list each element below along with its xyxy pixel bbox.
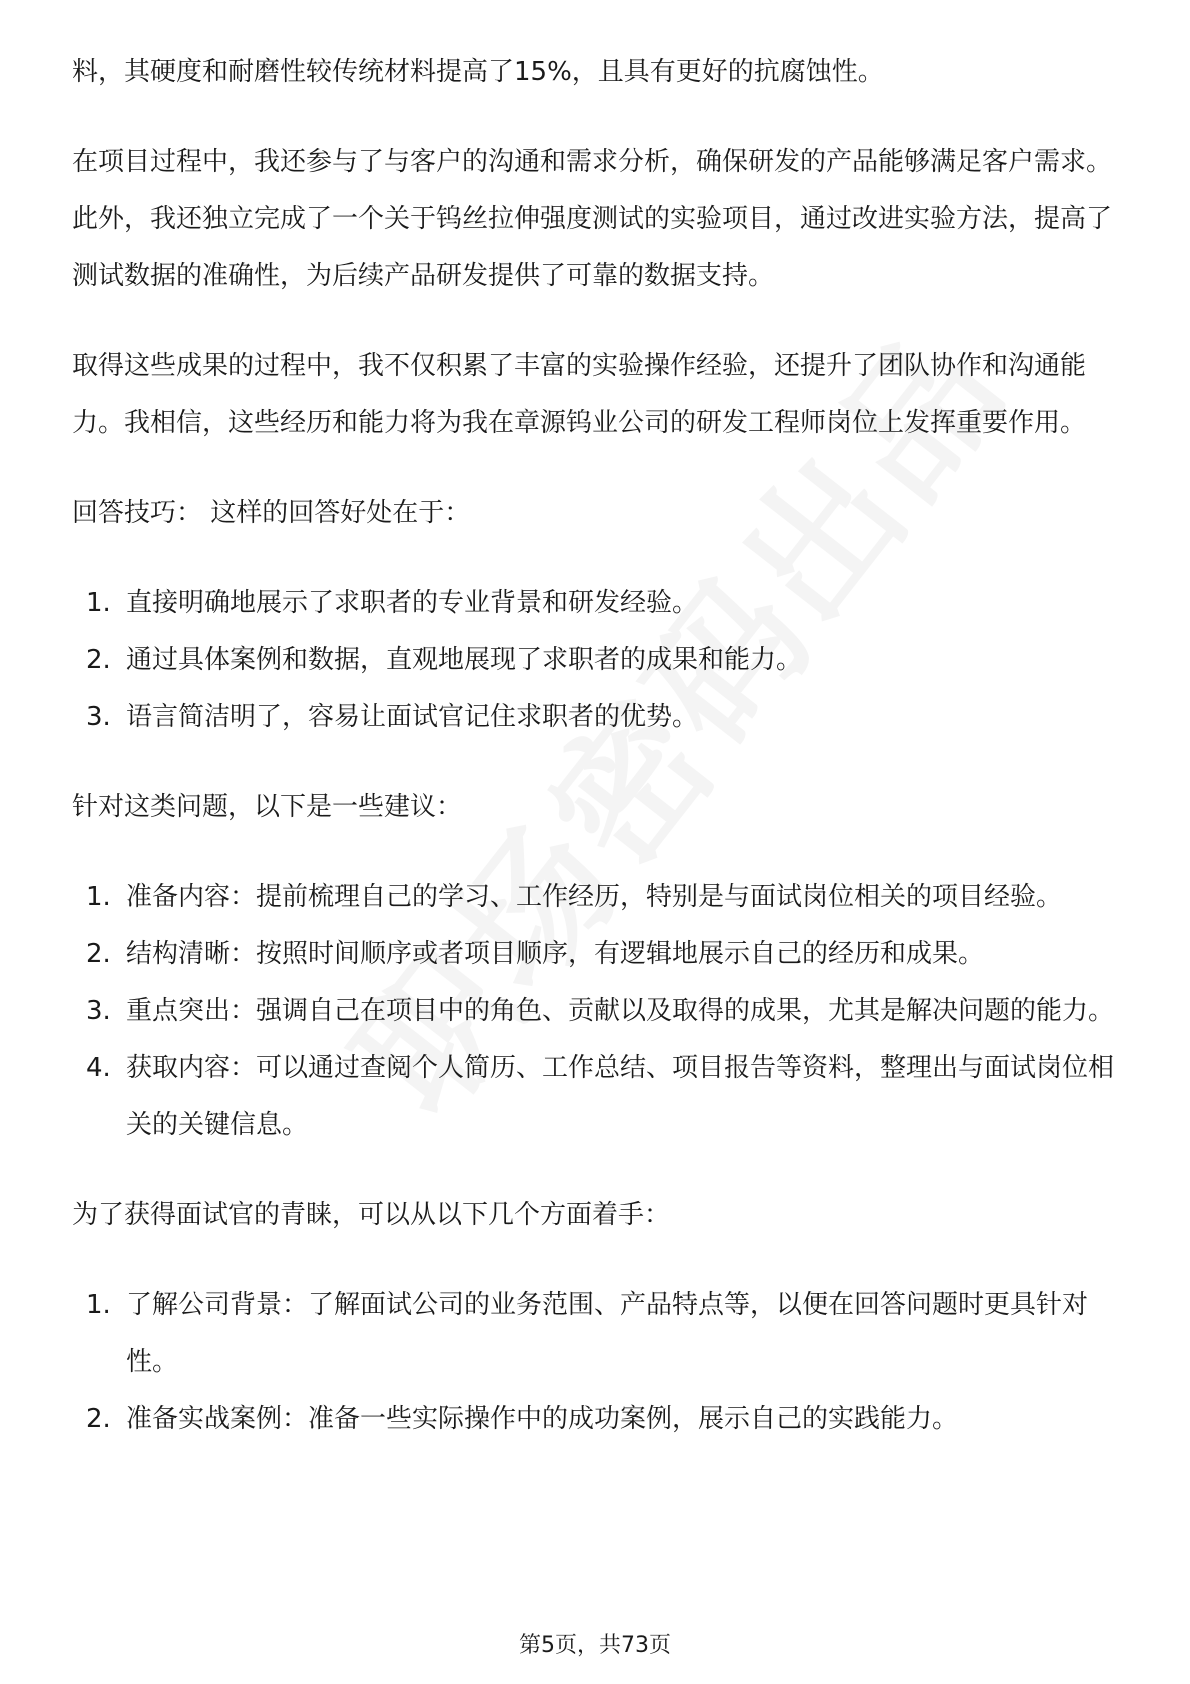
list-item-text: 语言简洁明了，容易让面试官记住求职者的优势。 — [126, 702, 699, 732]
tips-intro: 回答技巧： 这样的回答好处在于： — [72, 498, 471, 528]
list-item — [72, 575, 1122, 632]
list-number: 1. — [86, 588, 111, 618]
favor-intro: 为了获得面试官的青睐，可以从以下几个方面着手： — [72, 1200, 671, 1230]
list-item-text: 准备实战案例：准备一些实际操作中的成功案例，展示自己的实践能力。 — [126, 1404, 959, 1434]
document-body — [72, 44, 1122, 1481]
list-item-text: 获取内容：可以通过查阅个人简历、工作总结、项目报告等资料，整理出与面试岗位相关的关键信息。 — [126, 1053, 1115, 1140]
list-item-text: 了解公司背景：了解面试公司的业务范围、产品特点等，以便在回答问题时更具针对性。 — [126, 1290, 1089, 1377]
list-item — [72, 1391, 1122, 1448]
list-item — [72, 632, 1122, 689]
favor-list — [72, 1277, 1122, 1448]
list-number: 1. — [86, 1290, 111, 1320]
list-item-text: 通过具体案例和数据，直观地展现了求职者的成果和能力。 — [126, 645, 803, 675]
advice-intro: 针对这类问题，以下是一些建议： — [72, 792, 463, 822]
list-item-text: 准备内容：提前梳理自己的学习、工作经历，特别是与面试岗位相关的项目经验。 — [126, 882, 1063, 912]
list-number: 3. — [86, 702, 111, 732]
tips-list — [72, 575, 1122, 746]
list-item — [72, 1277, 1122, 1391]
list-item — [72, 983, 1122, 1040]
list-number: 3. — [86, 996, 111, 1026]
advice-list — [72, 869, 1122, 1154]
list-number: 4. — [86, 1053, 111, 1083]
list-item — [72, 926, 1122, 983]
list-number: 2. — [86, 939, 111, 969]
list-item-text: 直接明确地展示了求职者的专业背景和研发经验。 — [126, 588, 699, 618]
page-number: 第5页，共73页 — [519, 1633, 671, 1658]
list-item — [72, 869, 1122, 926]
list-number: 2. — [86, 1404, 111, 1434]
list-item — [72, 1040, 1122, 1154]
list-number: 1. — [86, 882, 111, 912]
list-item-text: 结构清晰：按照时间顺序或者项目顺序，有逻辑地展示自己的经历和成果。 — [126, 939, 985, 969]
paragraph: 在项目过程中，我还参与了与客户的沟通和需求分析，确保研发的产品能够满足客户需求。此外，我还独立完成了一个关于钨丝拉伸强度测试的实验项目，通过改进实验方法，提高了测试数据的准确性，为后续产品研发提供了可靠的数据支持。 — [72, 147, 1113, 291]
list-number: 2. — [86, 645, 111, 675]
paragraph: 取得这些成果的过程中，我不仅积累了丰富的实验操作经验，还提升了团队协作和沟通能力。我相信，这些经历和能力将为我在章源钨业公司的研发工程师岗位上发挥重要作用。 — [72, 351, 1087, 438]
list-item-text: 重点突出：强调自己在项目中的角色、贡献以及取得的成果，尤其是解决问题的能力。 — [126, 996, 1115, 1026]
paragraph: 料，其硬度和耐磨性较传统材料提高了15%，且具有更好的抗腐蚀性。 — [72, 57, 884, 87]
list-item — [72, 689, 1122, 746]
